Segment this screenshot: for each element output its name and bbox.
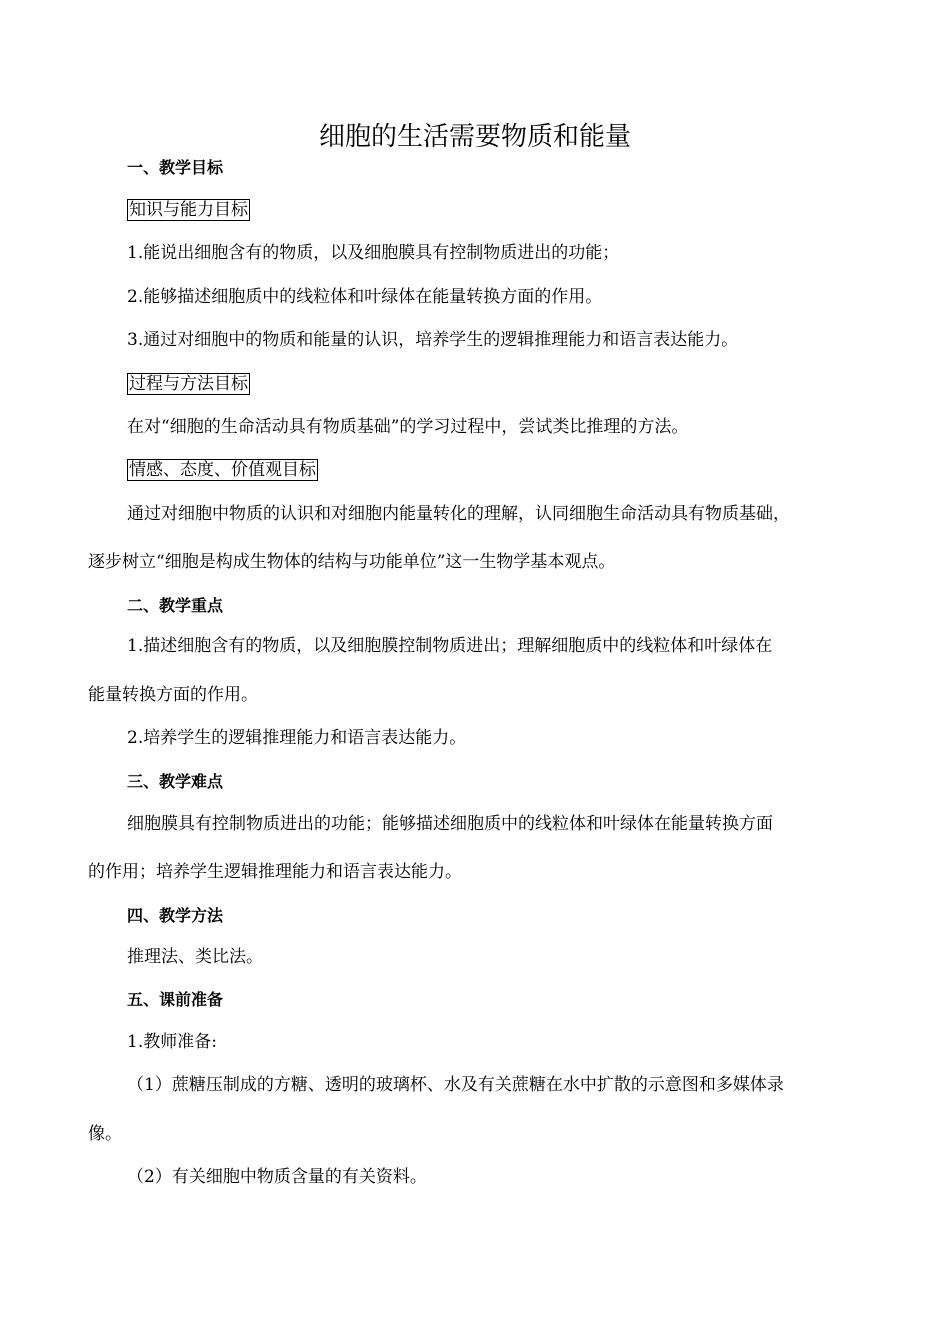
- difficulties-line-2: 的作用；培养学生逻辑推理能力和语言表达能力。: [88, 862, 462, 882]
- emotion-values-line-2: 逐步树立“细胞是构成生物体的结构与功能单位”这一生物学基本观点。: [88, 552, 616, 572]
- document-title: 细胞的生活需要物质和能量: [318, 122, 631, 152]
- key-point-1-line-1: 1.描述细胞含有的物质，以及细胞膜控制物质进出；理解细胞质中的线粒体和叶绿体在: [127, 636, 773, 656]
- section-heading-key-points: 二、教学重点: [127, 596, 224, 615]
- section-heading-objectives: 一、教学目标: [127, 158, 224, 177]
- key-point-1-line-2: 能量转换方面的作用。: [88, 685, 258, 705]
- objective-item-1: 1.能说出细胞含有的物质，以及细胞膜具有控制物质进出的功能；: [127, 243, 620, 263]
- methods-text: 推理法、类比法。: [127, 947, 263, 967]
- process-method-paragraph: 在对“细胞的生命活动具有物质基础”的学习过程中，尝试类比推理的方法。: [127, 417, 689, 437]
- section-heading-methods: 四、教学方法: [127, 906, 224, 925]
- section-heading-difficulties: 三、教学难点: [127, 772, 224, 791]
- preparation-sub-1-line-2: 像。: [88, 1124, 122, 1144]
- emotion-values-line-1: 通过对细胞中物质的认识和对细胞内能量转化的理解，认同细胞生命活动具有物质基础，: [127, 504, 790, 524]
- subheading-emotion-values: 情感、态度、价值观目标: [129, 460, 316, 480]
- subheading-process-method: 过程与方法目标: [129, 374, 248, 394]
- objective-item-2: 2.能够描述细胞质中的线粒体和叶绿体在能量转换方面的作用。: [127, 287, 603, 307]
- preparation-sub-2: （2）有关细胞中物质含量的有关资料。: [127, 1167, 427, 1187]
- preparation-sub-1-line-1: （1）蔗糖压制成的方糖、透明的玻璃杯、水及有关蔗糖在水中扩散的示意图和多媒体录: [127, 1075, 784, 1095]
- difficulties-line-1: 细胞膜具有控制物质进出的功能；能够描述细胞质中的线粒体和叶绿体在能量转换方面: [127, 814, 773, 834]
- preparation-item-1: 1.教师准备:: [127, 1032, 217, 1052]
- section-heading-preparation: 五、课前准备: [127, 990, 224, 1009]
- key-point-2: 2.培养学生的逻辑推理能力和语言表达能力。: [127, 728, 467, 748]
- objective-item-3: 3.通过对细胞中的物质和能量的认识，培养学生的逻辑推理能力和语言表达能力。: [127, 330, 739, 350]
- subheading-knowledge-ability: 知识与能力目标: [129, 200, 248, 220]
